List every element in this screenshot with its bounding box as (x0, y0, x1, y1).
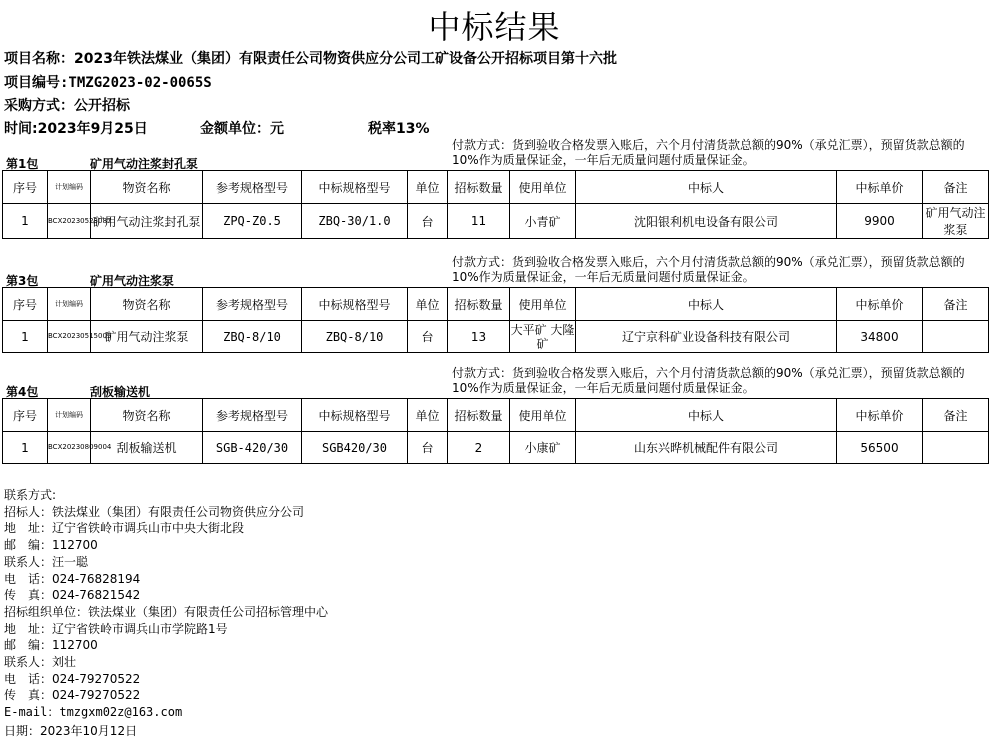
contact-agency-fax: 传 真：024-79270522 (4, 688, 141, 703)
contact-tenderer: 招标人：铁法煤业（集团）有限责任公司物资供应分公司 (4, 504, 305, 519)
col-header-qty: 招标数量 (448, 288, 510, 321)
col-header-item: 物资名称 (91, 288, 203, 321)
col-header-plan-code: 计划编码 (48, 171, 91, 204)
col-header-win-spec: 中标规格型号 (302, 288, 408, 321)
cell-plan-code: BCX20230523087 (48, 204, 91, 239)
col-header-remark: 备注 (923, 399, 989, 432)
cell-win-spec: SGB420/30 (302, 432, 408, 464)
cell-plan-code: BCX20230809004 (48, 432, 91, 464)
cell-ref-spec: ZBQ-8/10 (203, 321, 302, 353)
meta-line (4, 118, 430, 138)
contact-postcode: 邮 编：112700 (4, 538, 98, 553)
payment-terms: 付款方式：货到验收合格发票入账后，六个月付清货款总额的90%（承兑汇票），预留货款总额的10%作为质量保证金，一年后无质量问题付质量保证金。 (452, 138, 965, 167)
cell-win-spec: ZBQ-8/10 (302, 321, 408, 353)
col-header-unit: 单位 (408, 399, 448, 432)
col-header-qty: 招标数量 (448, 171, 510, 204)
col-header-remark: 备注 (923, 288, 989, 321)
cell-unit: 台 (408, 432, 448, 464)
col-header-seq: 序号 (3, 288, 48, 321)
contact-heading: 联系方式: (4, 488, 57, 502)
table-header-row (3, 399, 989, 432)
project-number: 项目编号:TMZG2023-02-0065S (4, 75, 212, 91)
package-name: 矿用气动注浆封孔泵 (90, 157, 199, 171)
cell-item: 矿用气动注浆泵 (91, 321, 203, 353)
cell-user: 小康矿 (510, 432, 576, 464)
table-header-row (3, 288, 989, 321)
cell-seq: 1 (3, 432, 48, 464)
col-header-price: 中标单价 (837, 171, 923, 204)
cell-item: 刮板输送机 (91, 432, 203, 464)
contact-agency-phone: 电 话：024-79270522 (4, 671, 141, 686)
col-header-ref-spec: 参考规格型号 (203, 288, 302, 321)
contact-block (4, 487, 328, 721)
col-header-item: 物资名称 (91, 171, 203, 204)
cell-seq: 1 (3, 321, 48, 353)
cell-winner: 辽宁京科矿业设备科技有限公司 (576, 321, 837, 353)
cell-remark: 矿用气动注浆泵 (923, 204, 989, 239)
project-name: 项目名称：2023年铁法煤业（集团）有限责任公司物资供应分公司工矿设备公开招标项目第十六批 (4, 51, 617, 67)
col-header-remark: 备注 (923, 171, 989, 204)
cell-winner: 山东兴晔机械配件有限公司 (576, 432, 837, 464)
contact-person: 联系人：汪一聪 (4, 554, 89, 569)
contact-agency: 招标组织单位：铁法煤业（集团）有限责任公司招标管理中心 (4, 604, 329, 619)
cell-plan-code: BCX20230515005 (48, 321, 91, 353)
col-header-item: 物资名称 (91, 399, 203, 432)
table-header-row (3, 171, 989, 204)
publish-date: 日期：2023年10月12日 (4, 724, 138, 738)
col-header-win-spec: 中标规格型号 (302, 399, 408, 432)
page-title: 中标结果 (428, 8, 561, 46)
package-name: 刮板输送机 (90, 385, 151, 399)
contact-email: E-mail：tmzgxm02z@163.com (4, 705, 183, 720)
cell-qty: 13 (448, 321, 510, 353)
col-header-user: 使用单位 (510, 288, 576, 321)
col-header-win-spec: 中标规格型号 (302, 171, 408, 204)
col-header-user: 使用单位 (510, 399, 576, 432)
col-header-qty: 招标数量 (448, 399, 510, 432)
table-row (3, 204, 989, 239)
package-number: 第1包 (6, 157, 39, 171)
cell-unit: 台 (408, 204, 448, 239)
contact-agency-address: 地 址：辽宁省铁岭市调兵山市学院路1号 (4, 621, 228, 636)
cell-user: 大平矿 大隆矿 (510, 322, 575, 351)
col-header-unit: 单位 (408, 171, 448, 204)
cell-qty: 11 (448, 204, 510, 239)
cell-user: 小青矿 (510, 204, 576, 239)
cell-ref-spec: SGB-420/30 (203, 432, 302, 464)
procurement-method: 采购方式：公开招标 (4, 98, 130, 114)
col-header-ref-spec: 参考规格型号 (203, 399, 302, 432)
bid-table (2, 170, 989, 239)
bid-table (2, 287, 989, 353)
table-row (3, 321, 989, 353)
tax-rate: 税率13% (368, 121, 430, 137)
col-header-price: 中标单价 (837, 288, 923, 321)
contact-fax: 传 真：024-76821542 (4, 588, 141, 603)
cell-price: 34800 (837, 321, 923, 353)
cell-qty: 2 (448, 432, 510, 464)
amount-unit: 金额单位：元 (200, 121, 284, 137)
cell-win-spec: ZBQ-30/1.0 (302, 204, 408, 239)
contact-address: 地 址：辽宁省铁岭市调兵山市中央大街北段 (4, 521, 245, 536)
cell-unit: 台 (408, 321, 448, 353)
contact-agency-postcode: 邮 编：112700 (4, 638, 98, 653)
col-header-winner: 中标人 (576, 399, 837, 432)
payment-terms: 付款方式：货到验收合格发票入账后，六个月付清货款总额的90%（承兑汇票），预留货款总额的10%作为质量保证金，一年后无质量问题付质量保证金。 (452, 255, 965, 284)
col-header-winner: 中标人 (576, 288, 837, 321)
contact-phone: 电 话：024-76828194 (4, 571, 141, 586)
bid-time: 时间:2023年9月25日 (4, 121, 148, 137)
col-header-ref-spec: 参考规格型号 (203, 171, 302, 204)
col-header-unit: 单位 (408, 288, 448, 321)
contact-agency-person: 联系人：刘壮 (4, 655, 77, 670)
cell-item: 矿用气动注浆封孔泵 (91, 204, 203, 239)
col-header-seq: 序号 (3, 399, 48, 432)
package-number: 第4包 (6, 385, 39, 399)
table-row (3, 432, 989, 464)
col-header-user: 使用单位 (510, 171, 576, 204)
col-header-price: 中标单价 (837, 399, 923, 432)
package-number: 第3包 (6, 274, 39, 288)
cell-price: 56500 (837, 432, 923, 464)
cell-remark (923, 432, 989, 464)
col-header-seq: 序号 (3, 171, 48, 204)
cell-remark (923, 321, 989, 353)
payment-terms: 付款方式：货到验收合格发票入账后，六个月付清货款总额的90%（承兑汇票），预留货款总额的10%作为质量保证金，一年后无质量问题付质量保证金。 (452, 366, 965, 395)
col-header-plan-code: 计划编码 (48, 288, 91, 321)
package-name: 矿用气动注浆泵 (90, 274, 175, 288)
cell-ref-spec: ZPQ-Z0.5 (203, 204, 302, 239)
cell-seq: 1 (3, 204, 48, 239)
cell-price: 9900 (837, 204, 923, 239)
bid-table (2, 398, 989, 464)
col-header-plan-code: 计划编码 (48, 399, 91, 432)
col-header-winner: 中标人 (576, 171, 837, 204)
cell-winner: 沈阳银利机电设备有限公司 (576, 204, 837, 239)
